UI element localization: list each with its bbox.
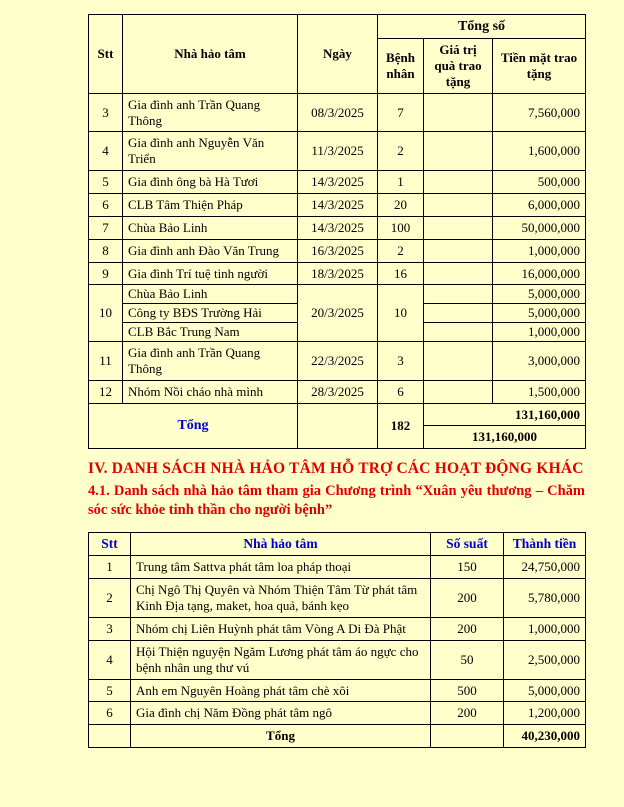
cell-stt: 8 bbox=[89, 239, 123, 262]
table-row bbox=[89, 239, 586, 262]
cell-cash: 1,000,000 bbox=[493, 323, 586, 342]
cell-stt: 7 bbox=[89, 216, 123, 239]
cell-stt: 5 bbox=[89, 679, 131, 702]
cell-donor: CLB Bắc Trung Nam bbox=[123, 323, 298, 342]
table-row bbox=[89, 132, 586, 171]
cell-gift bbox=[424, 132, 493, 171]
cell-donor: Gia đình anh Trần Quang Thông bbox=[123, 341, 298, 380]
total-label: Tổng bbox=[131, 725, 431, 748]
cell-stt: 3 bbox=[89, 618, 131, 641]
cell-cash: 1,600,000 bbox=[493, 132, 586, 171]
cell-amount: 1,200,000 bbox=[504, 702, 586, 725]
header-qty: Số suất bbox=[431, 532, 504, 555]
cell-date: 22/3/2025 bbox=[298, 341, 378, 380]
cell-cash: 16,000,000 bbox=[493, 262, 586, 285]
cell-date: 20/3/2025 bbox=[298, 285, 378, 342]
cell-gift bbox=[424, 171, 493, 194]
cell-qty: 150 bbox=[431, 556, 504, 579]
header-total-group: Tổng số bbox=[378, 15, 586, 39]
cell-cash: 500,000 bbox=[493, 171, 586, 194]
cell-amount: 24,750,000 bbox=[504, 556, 586, 579]
table-row bbox=[89, 262, 586, 285]
cell-donor: Chùa Bảo Linh bbox=[123, 285, 298, 304]
cell-stt: 12 bbox=[89, 380, 123, 403]
section-heading: IV. DANH SÁCH NHÀ HẢO TÂM HỖ TRỢ CÁC HOẠT ĐỘNG KHÁC bbox=[88, 460, 584, 478]
table2-header-row bbox=[89, 532, 586, 555]
cell-date: 16/3/2025 bbox=[298, 239, 378, 262]
cell-donor: Chị Ngô Thị Quyên và Nhóm Thiện Tâm Từ phát tâm Kinh Địa tạng, maket, hoa quả, bánh kẹo bbox=[131, 579, 431, 618]
cell-stt: 4 bbox=[89, 132, 123, 171]
cell-gift bbox=[424, 323, 493, 342]
cell-stt: 9 bbox=[89, 262, 123, 285]
cell-cash: 6,000,000 bbox=[493, 193, 586, 216]
cell-donor: Nhóm chị Liên Huỳnh phát tâm Vòng A Di Đà Phật bbox=[131, 618, 431, 641]
cell-donor: Gia đình chị Năm Đồng phát tâm ngô bbox=[131, 702, 431, 725]
cell-qty: 500 bbox=[431, 679, 504, 702]
cell-donor: Hội Thiện nguyện Ngăm Lương phát tâm áo ngực cho bệnh nhân ung thư vú bbox=[131, 640, 431, 679]
table-row bbox=[89, 380, 586, 403]
cell-cash: 5,000,000 bbox=[493, 304, 586, 323]
cell-date: 14/3/2025 bbox=[298, 171, 378, 194]
cell-donor: Trung tâm Sattva phát tâm loa pháp thoại bbox=[131, 556, 431, 579]
cell-patients: 2 bbox=[378, 239, 424, 262]
cell-donor: Gia đình anh Nguyễn Văn Triển bbox=[123, 132, 298, 171]
cell-patients: 6 bbox=[378, 380, 424, 403]
cell-patients: 20 bbox=[378, 193, 424, 216]
cell-date: 11/3/2025 bbox=[298, 132, 378, 171]
cell-donor: Gia đình Trí tuệ tinh người bbox=[123, 262, 298, 285]
cell-donor: Chùa Bảo Linh bbox=[123, 216, 298, 239]
table-row bbox=[89, 341, 586, 380]
cell-gift bbox=[424, 285, 493, 304]
total-date-empty bbox=[298, 403, 378, 449]
cell-patients: 100 bbox=[378, 216, 424, 239]
cell-date: 18/3/2025 bbox=[298, 262, 378, 285]
table-row-10a bbox=[89, 285, 586, 304]
header-stt: Stt bbox=[89, 15, 123, 94]
cell-qty: 200 bbox=[431, 618, 504, 641]
cell-date: 14/3/2025 bbox=[298, 193, 378, 216]
table-row bbox=[89, 579, 586, 618]
cell-amount: 2,500,000 bbox=[504, 640, 586, 679]
cell-donor: Gia đình anh Đào Văn Trung bbox=[123, 239, 298, 262]
cell-stt: 6 bbox=[89, 193, 123, 216]
cell-donor: Anh em Nguyên Hoàng phát tâm chè xôi bbox=[131, 679, 431, 702]
header-stt: Stt bbox=[89, 532, 131, 555]
cell-donor: CLB Tâm Thiện Pháp bbox=[123, 193, 298, 216]
header-amount: Thành tiền bbox=[504, 532, 586, 555]
table-row bbox=[89, 171, 586, 194]
table-row bbox=[89, 193, 586, 216]
table-row bbox=[89, 618, 586, 641]
cell-qty: 50 bbox=[431, 640, 504, 679]
cell-donor: Gia đình ông bà Hà Tươi bbox=[123, 171, 298, 194]
header-date: Ngày bbox=[298, 15, 378, 94]
cell-donor: Gia đình anh Trần Quang Thông bbox=[123, 93, 298, 132]
total-qty-empty bbox=[431, 725, 504, 748]
cell-patients: 2 bbox=[378, 132, 424, 171]
cell-patients: 1 bbox=[378, 171, 424, 194]
section-subheading: 4.1. Danh sách nhà hảo tâm tham gia Chương trình “Xuân yêu thương – Chăm sóc sức khỏe tinh thần cho người bệnh” bbox=[88, 483, 585, 519]
cell-cash: 5,000,000 bbox=[493, 285, 586, 304]
total-label: Tổng bbox=[89, 403, 298, 449]
cell-patients: 7 bbox=[378, 93, 424, 132]
donation-by-date-table bbox=[88, 14, 586, 449]
cell-gift bbox=[424, 341, 493, 380]
total-stt-empty bbox=[89, 725, 131, 748]
header-donor: Nhà hảo tâm bbox=[131, 532, 431, 555]
cell-gift bbox=[424, 193, 493, 216]
cell-stt: 1 bbox=[89, 556, 131, 579]
table-row bbox=[89, 556, 586, 579]
cell-stt: 10 bbox=[89, 285, 123, 342]
cell-stt: 4 bbox=[89, 640, 131, 679]
cell-amount: 5,780,000 bbox=[504, 579, 586, 618]
cell-gift bbox=[424, 216, 493, 239]
cell-gift bbox=[424, 262, 493, 285]
table-row bbox=[89, 679, 586, 702]
cell-cash: 3,000,000 bbox=[493, 341, 586, 380]
cell-stt: 2 bbox=[89, 579, 131, 618]
header-donor: Nhà hảo tâm bbox=[123, 15, 298, 94]
cell-stt: 11 bbox=[89, 341, 123, 380]
table-row bbox=[89, 640, 586, 679]
total-cash-top: 131,160,000 bbox=[424, 403, 586, 426]
cell-cash: 50,000,000 bbox=[493, 216, 586, 239]
cell-donor: Công ty BĐS Trường Hải bbox=[123, 304, 298, 323]
cell-stt: 5 bbox=[89, 171, 123, 194]
header-gift-value: Giá trị quà trao tặng bbox=[424, 39, 493, 94]
cell-patients: 10 bbox=[378, 285, 424, 342]
cell-cash: 1,500,000 bbox=[493, 380, 586, 403]
cell-date: 08/3/2025 bbox=[298, 93, 378, 132]
table1-total-row bbox=[89, 403, 586, 426]
cell-gift bbox=[424, 380, 493, 403]
cell-gift bbox=[424, 239, 493, 262]
cell-gift bbox=[424, 93, 493, 132]
header-cash: Tiền mặt trao tặng bbox=[493, 39, 586, 94]
program-donor-table bbox=[88, 532, 586, 748]
cell-patients: 16 bbox=[378, 262, 424, 285]
cell-qty: 200 bbox=[431, 579, 504, 618]
cell-gift bbox=[424, 304, 493, 323]
cell-cash: 7,560,000 bbox=[493, 93, 586, 132]
header-patients: Bệnh nhân bbox=[378, 39, 424, 94]
table-row bbox=[89, 216, 586, 239]
cell-amount: 5,000,000 bbox=[504, 679, 586, 702]
cell-donor: Nhóm Nồi cháo nhà mình bbox=[123, 380, 298, 403]
cell-date: 28/3/2025 bbox=[298, 380, 378, 403]
cell-patients: 3 bbox=[378, 341, 424, 380]
table-row bbox=[89, 93, 586, 132]
total-cash-bottom: 131,160,000 bbox=[424, 426, 586, 449]
table2-total-row bbox=[89, 725, 586, 748]
cell-qty: 200 bbox=[431, 702, 504, 725]
total-amount: 40,230,000 bbox=[504, 725, 586, 748]
cell-date: 14/3/2025 bbox=[298, 216, 378, 239]
cell-cash: 1,000,000 bbox=[493, 239, 586, 262]
cell-stt: 3 bbox=[89, 93, 123, 132]
table-row bbox=[89, 702, 586, 725]
cell-stt: 6 bbox=[89, 702, 131, 725]
total-patients: 182 bbox=[378, 403, 424, 449]
cell-amount: 1,000,000 bbox=[504, 618, 586, 641]
table1-header-row-1 bbox=[89, 15, 586, 39]
